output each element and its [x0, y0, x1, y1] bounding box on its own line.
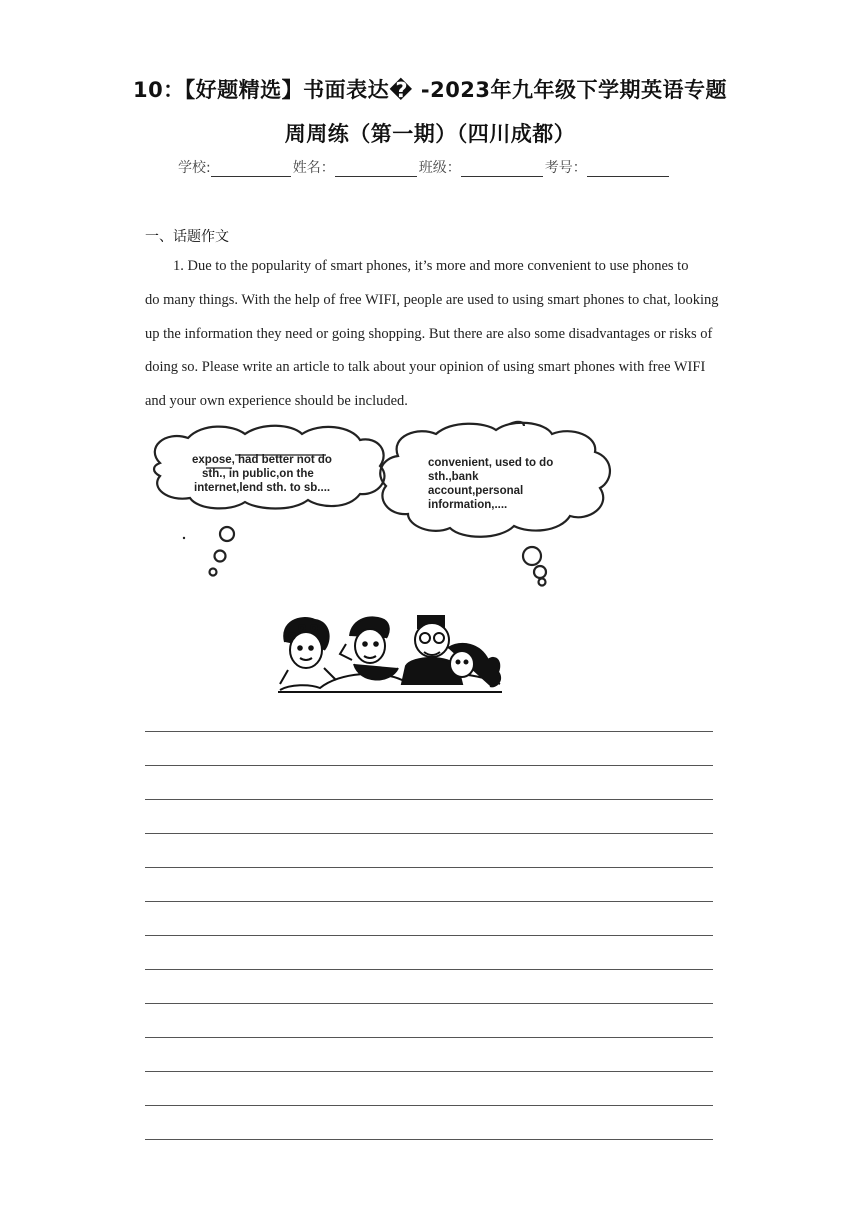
right-bubble-line3: account,personal	[428, 485, 524, 497]
answer-line[interactable]	[145, 1003, 713, 1037]
three-cartoon-people-icon	[278, 616, 502, 692]
exam-number-label: 考号：	[544, 160, 587, 176]
answer-line[interactable]	[145, 1105, 713, 1139]
answer-line[interactable]	[145, 867, 713, 901]
answer-line[interactable]	[145, 901, 713, 935]
answer-line[interactable]	[145, 1071, 713, 1105]
school-field[interactable]	[211, 162, 291, 177]
left-bubble-line2: sth., in public,on the	[202, 468, 314, 480]
answer-line[interactable]	[145, 799, 713, 833]
answer-line[interactable]	[145, 1139, 713, 1173]
left-thought-bubble	[154, 426, 384, 576]
student-info-line	[178, 157, 671, 177]
answer-lines[interactable]	[145, 731, 713, 1173]
answer-line[interactable]	[145, 935, 713, 969]
left-bubble-line1: expose, had better not do	[192, 454, 332, 466]
class-field[interactable]	[461, 162, 543, 177]
right-bubble-line4: information,....	[428, 499, 508, 511]
school-label: 学校:	[178, 160, 211, 176]
answer-line[interactable]	[145, 833, 713, 867]
name-field[interactable]	[335, 162, 417, 177]
name-label: 姓名：	[292, 160, 335, 176]
answer-line[interactable]	[145, 1037, 713, 1071]
document-title-line1: 10：【好题精选】书面表达� -2023年九年级下学期英语专题	[132, 78, 728, 102]
answer-line[interactable]	[145, 969, 713, 1003]
document-title-line2: 周周练（第一期）（四川成都）	[284, 122, 576, 146]
class-label: 班级：	[418, 160, 461, 176]
exam-number-field[interactable]	[587, 162, 669, 177]
question-text-first-line: 1. Due to the popularity of smart phones, it’s more and more convenient to use phones to	[173, 258, 689, 274]
right-bubble-line2: sth.,bank	[428, 471, 479, 483]
question-prompt	[145, 250, 720, 419]
illustration	[140, 418, 640, 708]
answer-line[interactable]	[145, 765, 713, 799]
section-heading: 一、话题作文	[145, 229, 229, 245]
answer-line[interactable]	[145, 731, 713, 765]
left-bubble-line3: internet,lend sth. to sb....	[194, 482, 331, 494]
right-bubble-line1: convenient, used to do	[428, 457, 554, 469]
question-text-body: do many things. With the help of free WIFI, people are used to using smart phones to chat, looking up the information they need or going shopping. But there are also some disadvantages or risks of doing so. Please write an article to talk about your opinion of using smart phones with free WIFI and your own experience should be included.	[145, 291, 719, 410]
